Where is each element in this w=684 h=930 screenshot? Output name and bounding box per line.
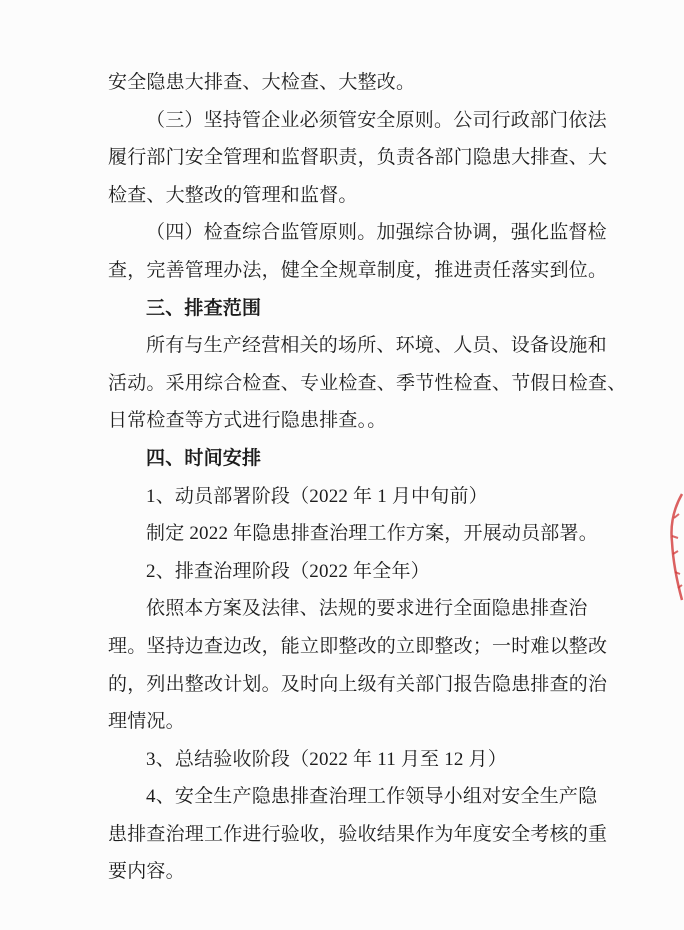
text-line-6: 查，完善管理办法，健全全规章制度，推进责任落实到位。 bbox=[108, 259, 608, 281]
text-line-4: 检查、大整改的管理和监督。 bbox=[108, 184, 358, 206]
text-line-14: 2、排查治理阶段（2022 年全年） bbox=[146, 560, 430, 582]
section-heading-schedule: 四、时间安排 bbox=[146, 447, 262, 469]
text-line-17: 的，列出整改计划。及时向上级有关部门报告隐患排查的治 bbox=[108, 673, 608, 695]
seal-stamp-edge bbox=[660, 490, 684, 610]
text-line-21: 患排查治理工作进行验收，验收结果作为年度安全考核的重 bbox=[108, 823, 608, 845]
text-line-22: 要内容。 bbox=[108, 861, 185, 883]
text-line-10: 日常检查等方式进行隐患排查。。 bbox=[108, 410, 387, 432]
text-line-5: （四）检查综合监管原则。加强综合协调，强化监督检 bbox=[146, 222, 607, 244]
text-line-18: 理情况。 bbox=[108, 711, 185, 733]
text-line-9: 活动。采用综合检查、专业检查、季节性检查、节假日检查、 bbox=[108, 372, 627, 394]
section-heading-scope: 三、排查范围 bbox=[146, 297, 262, 319]
text-line-3: 履行部门安全管理和监督职责，负责各部门隐患大排查、大 bbox=[108, 147, 608, 169]
document-body bbox=[108, 64, 627, 891]
text-line-12: 1、动员部署阶段（2022 年 1 月中旬前） bbox=[146, 485, 488, 507]
text-line-19: 3、总结验收阶段（2022 年 11 月至 12 月） bbox=[146, 748, 507, 770]
text-line-1: 安全隐患大排查、大检查、大整改。 bbox=[108, 72, 416, 93]
text-line-15: 依照本方案及法律、法规的要求进行全面隐患排查治 bbox=[146, 598, 588, 620]
stamp-stroke bbox=[671, 494, 682, 600]
text-line-8: 所有与生产经营相关的场所、环境、人员、设备设施和 bbox=[146, 335, 607, 357]
text-line-2: （三）坚持管企业必须管安全原则。公司行政部门依法 bbox=[146, 109, 607, 131]
text-line-13: 制定 2022 年隐患排查治理工作方案，开展动员部署。 bbox=[146, 523, 598, 545]
text-line-16: 理。坚持边查边改，能立即整改的立即整改；一时难以整改 bbox=[108, 635, 608, 657]
text-line-20: 4、安全生产隐患排查治理工作领导小组对安全生产隐 bbox=[146, 786, 598, 808]
